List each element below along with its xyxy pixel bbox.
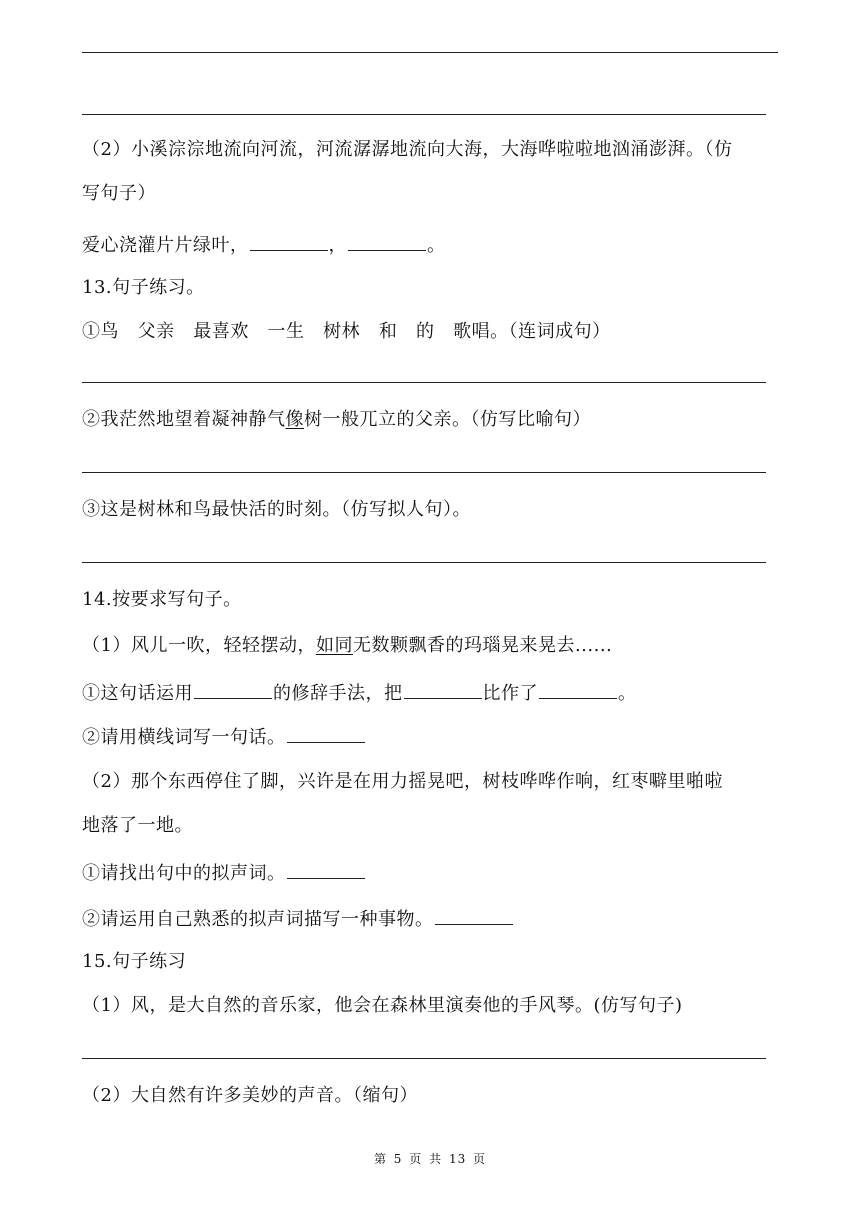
- page-number: 5: [393, 1152, 403, 1166]
- q15-title: 15.句子练习: [82, 951, 187, 972]
- q14-part2-line1: （2）那个东西停住了脚，兴许是在用力摇晃吧，树枝哗哗作响，红枣噼里啪啦: [82, 771, 723, 792]
- sub1-text-d: 。: [618, 683, 637, 704]
- answer-line: [82, 1058, 766, 1059]
- q12-part2-line2: 写句子）: [82, 183, 156, 204]
- part1-underlined: 如同: [315, 635, 353, 656]
- q14-sub1: [82, 680, 637, 706]
- q14-sub2: [82, 724, 366, 750]
- q13-title: 13.句子练习。: [82, 277, 205, 298]
- item2-text-b: 树一般兀立的父亲。（仿写比喻句）: [304, 409, 591, 430]
- sub2-text: ②请用横线词写一句话。: [82, 727, 286, 748]
- sub1-text-b: 的修辞手法，把: [273, 683, 403, 704]
- q12-part2-prompt: [82, 232, 446, 258]
- period: 。: [427, 235, 446, 256]
- q13-item1: ①鸟 父亲 最喜欢 一生 树林 和 的 歌唱。（连词成句）: [82, 321, 611, 342]
- q14-part1: [82, 634, 612, 658]
- footer-label: 共: [429, 1152, 443, 1166]
- answer-blank[interactable]: [287, 724, 365, 743]
- q12-part2-line1: （2）小溪淙淙地流向河流，河流潺潺地流向大海，大海哗啦啦地汹涌澎湃。（仿: [82, 139, 733, 160]
- answer-blank[interactable]: [194, 680, 272, 699]
- total-pages: 13: [448, 1152, 467, 1166]
- item2-underlined: 像: [285, 409, 304, 430]
- q14-part2-line2: 地落了一地。: [82, 815, 193, 836]
- sub4-text: ②请运用自己熟悉的拟声词描写一种事物。: [82, 909, 434, 930]
- answer-blank[interactable]: [539, 680, 617, 699]
- answer-line: [82, 472, 766, 473]
- footer-label: 第: [373, 1152, 387, 1166]
- answer-line: [82, 114, 766, 115]
- comma: ，: [328, 235, 347, 256]
- answer-blank[interactable]: [435, 906, 513, 925]
- answer-line: [82, 52, 778, 53]
- footer-label: 页: [473, 1152, 487, 1166]
- q14-sub3: [82, 860, 366, 886]
- answer-blank[interactable]: [287, 860, 365, 879]
- sub3-text: ①请找出句中的拟声词。: [82, 863, 286, 884]
- part1-text-b: 无数颗飘香的玛瑙晃来晃去......: [352, 635, 613, 656]
- prompt-text: 爱心浇灌片片绿叶，: [82, 235, 249, 256]
- sub1-text-c: 比作了: [482, 683, 538, 704]
- sub1-text-a: ①这句话运用: [82, 683, 193, 704]
- page-footer: [0, 1150, 860, 1167]
- answer-blank[interactable]: [348, 232, 426, 251]
- answer-line: [82, 382, 766, 383]
- answer-line: [82, 562, 766, 563]
- q13-item3: ③这是树林和鸟最快活的时刻。（仿写拟人句）。: [82, 499, 471, 520]
- q15-part2: （2）大自然有许多美妙的声音。（缩句）: [82, 1085, 418, 1106]
- q13-item2: [82, 408, 591, 432]
- item2-text-a: ②我茫然地望着凝神静气: [82, 409, 286, 430]
- answer-blank[interactable]: [404, 680, 482, 699]
- answer-blank[interactable]: [250, 232, 328, 251]
- part1-text-a: （1）风儿一吹，轻轻摆动，: [82, 635, 316, 656]
- q15-part1: （1）风，是大自然的音乐家，他会在森林里演奏他的手风琴。(仿写句子): [82, 995, 683, 1016]
- q14-sub4: [82, 906, 514, 932]
- q14-title: 14.按要求写句子。: [82, 589, 242, 610]
- footer-label: 页: [409, 1152, 423, 1166]
